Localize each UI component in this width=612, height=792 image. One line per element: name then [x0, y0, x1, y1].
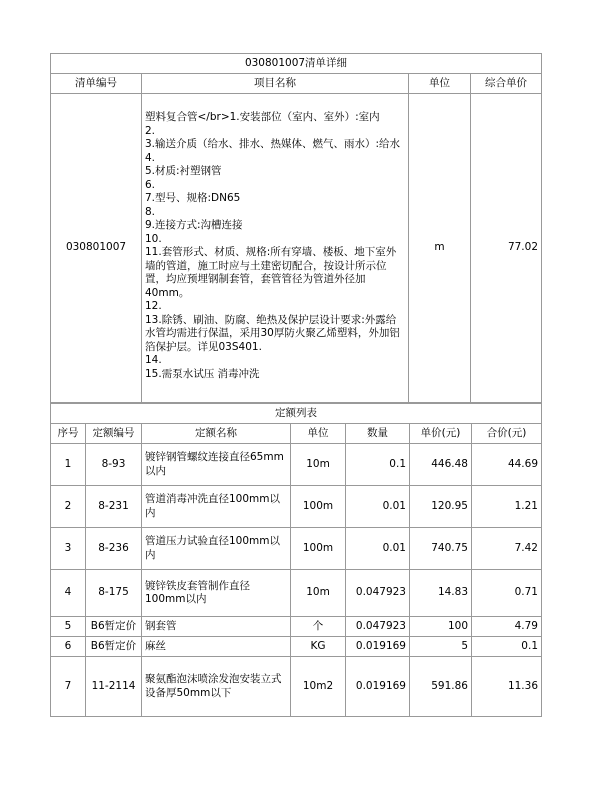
header-total-price: 合价(元) — [472, 424, 542, 444]
desc-line: 6. — [145, 178, 156, 191]
row-unit-price: 5 — [410, 637, 472, 657]
row-quota-code: B6暂定价 — [86, 637, 142, 657]
header-unit: 单位 — [291, 424, 346, 444]
row-seq: 2 — [51, 486, 86, 528]
row-quantity: 0.01 — [346, 486, 410, 528]
row-total-price: 4.79 — [472, 617, 542, 637]
row-seq: 3 — [51, 528, 86, 570]
row-quota-name: 钢套管 — [142, 617, 291, 637]
row-unit-price: 446.48 — [410, 444, 472, 486]
desc-line: 2. — [145, 124, 156, 137]
row-quota-name: 镀锌钢管螺纹连接直径65mm以内 — [142, 444, 291, 486]
row-quantity: 0.1 — [346, 444, 410, 486]
header-quantity: 数量 — [346, 424, 410, 444]
table-row — [51, 637, 542, 657]
row-quantity: 0.047923 — [346, 617, 410, 637]
item-description — [142, 94, 409, 403]
row-unit: 100m — [291, 528, 346, 570]
row-quantity: 0.047923 — [346, 570, 410, 617]
row-quantity: 0.01 — [346, 528, 410, 570]
row-seq: 1 — [51, 444, 86, 486]
row-quota-code: 8-231 — [86, 486, 142, 528]
bill-unit-price: 77.02 — [471, 94, 542, 403]
row-total-price: 0.1 — [472, 637, 542, 657]
row-quota-name: 管道压力试验直径100mm以内 — [142, 528, 291, 570]
row-unit: 10m — [291, 570, 346, 617]
desc-line: 10. — [145, 232, 162, 245]
bill-detail-table — [50, 53, 542, 403]
row-unit: 10m — [291, 444, 346, 486]
row-seq: 5 — [51, 617, 86, 637]
desc-line: 4. — [145, 151, 156, 164]
header-item-name: 项目名称 — [142, 74, 409, 94]
row-quota-code: 8-236 — [86, 528, 142, 570]
header-unit: 单位 — [409, 74, 471, 94]
row-unit: 个 — [291, 617, 346, 637]
row-unit: KG — [291, 637, 346, 657]
row-seq: 4 — [51, 570, 86, 617]
row-unit-price: 591.86 — [410, 657, 472, 717]
desc-line: 12. — [145, 300, 162, 312]
bill-code: 030801007 — [51, 94, 142, 403]
row-unit-price: 120.95 — [410, 486, 472, 528]
header-bill-code: 清单编号 — [51, 74, 142, 94]
row-quota-code: 11-2114 — [86, 657, 142, 717]
bill-title: 030801007清单详细 — [51, 54, 542, 74]
table-row — [51, 486, 542, 528]
row-unit-price: 740.75 — [410, 528, 472, 570]
row-quantity: 0.019169 — [346, 637, 410, 657]
table-row — [51, 528, 542, 570]
desc-line: 3.输送介质（给水、排水、热媒体、燃气、雨水）:给水 — [145, 138, 401, 150]
row-total-price: 7.42 — [472, 528, 542, 570]
bill-unit: m — [409, 94, 471, 403]
row-quota-name: 麻丝 — [142, 637, 291, 657]
desc-line: 7.型号、规格:DN65 — [145, 192, 241, 204]
row-quota-name: 管道消毒冲洗直径100mm以内 — [142, 486, 291, 528]
row-total-price: 1.21 — [472, 486, 542, 528]
header-unit-price: 综合单价 — [471, 74, 542, 94]
table-row — [51, 444, 542, 486]
quota-title: 定额列表 — [51, 404, 542, 424]
desc-line: 5.材质:衬塑钢管 — [145, 165, 222, 177]
desc-line: 塑料复合管</br>1.安装部位（室内、室外）:室内 — [145, 111, 380, 123]
table-row — [51, 570, 542, 617]
row-total-price: 44.69 — [472, 444, 542, 486]
row-quota-code: 8-93 — [86, 444, 142, 486]
row-unit-price: 14.83 — [410, 570, 472, 617]
row-total-price: 0.71 — [472, 570, 542, 617]
row-quantity: 0.019169 — [346, 657, 410, 717]
row-seq: 6 — [51, 637, 86, 657]
row-quota-code: 8-175 — [86, 570, 142, 617]
header-unit-price: 单价(元) — [410, 424, 472, 444]
row-seq: 7 — [51, 657, 86, 717]
row-unit: 10m2 — [291, 657, 346, 717]
desc-line: 13.除锈、刷油、防腐、绝热及保护层设计要求:外露给水管均需进行保温，采用30厚防火聚乙烯塑料，外加铝箔保护层。详见03S401. — [145, 313, 400, 353]
row-quota-code: B6暂定价 — [86, 617, 142, 637]
table-row — [51, 657, 542, 717]
header-seq: 序号 — [51, 424, 86, 444]
row-quota-name: 镀锌铁皮套管制作直径100mm以内 — [142, 570, 291, 617]
row-unit-price: 100 — [410, 617, 472, 637]
desc-line: 15.需泵水试压 消毒冲洗 — [145, 367, 260, 380]
desc-line: 11.套管形式、材质、规格:所有穿墙、楼板、地下室外墙的管道，施工时应与土建密切配合，按设计所示位置，均应预埋钢制套管，套管管径为管道外径加40mm。 — [145, 246, 397, 299]
desc-line: 14. — [145, 354, 162, 366]
quota-table — [50, 403, 542, 717]
desc-line: 9.连接方式:沟槽连接 — [145, 219, 243, 231]
desc-line: 8. — [145, 205, 156, 218]
header-quota-name: 定额名称 — [142, 424, 291, 444]
table-row — [51, 617, 542, 637]
row-unit: 100m — [291, 486, 346, 528]
row-quota-name: 聚氨酯泡沫喷涂发泡安装立式设备厚50mm以下 — [142, 657, 291, 717]
header-quota-code: 定额编号 — [86, 424, 142, 444]
row-total-price: 11.36 — [472, 657, 542, 717]
